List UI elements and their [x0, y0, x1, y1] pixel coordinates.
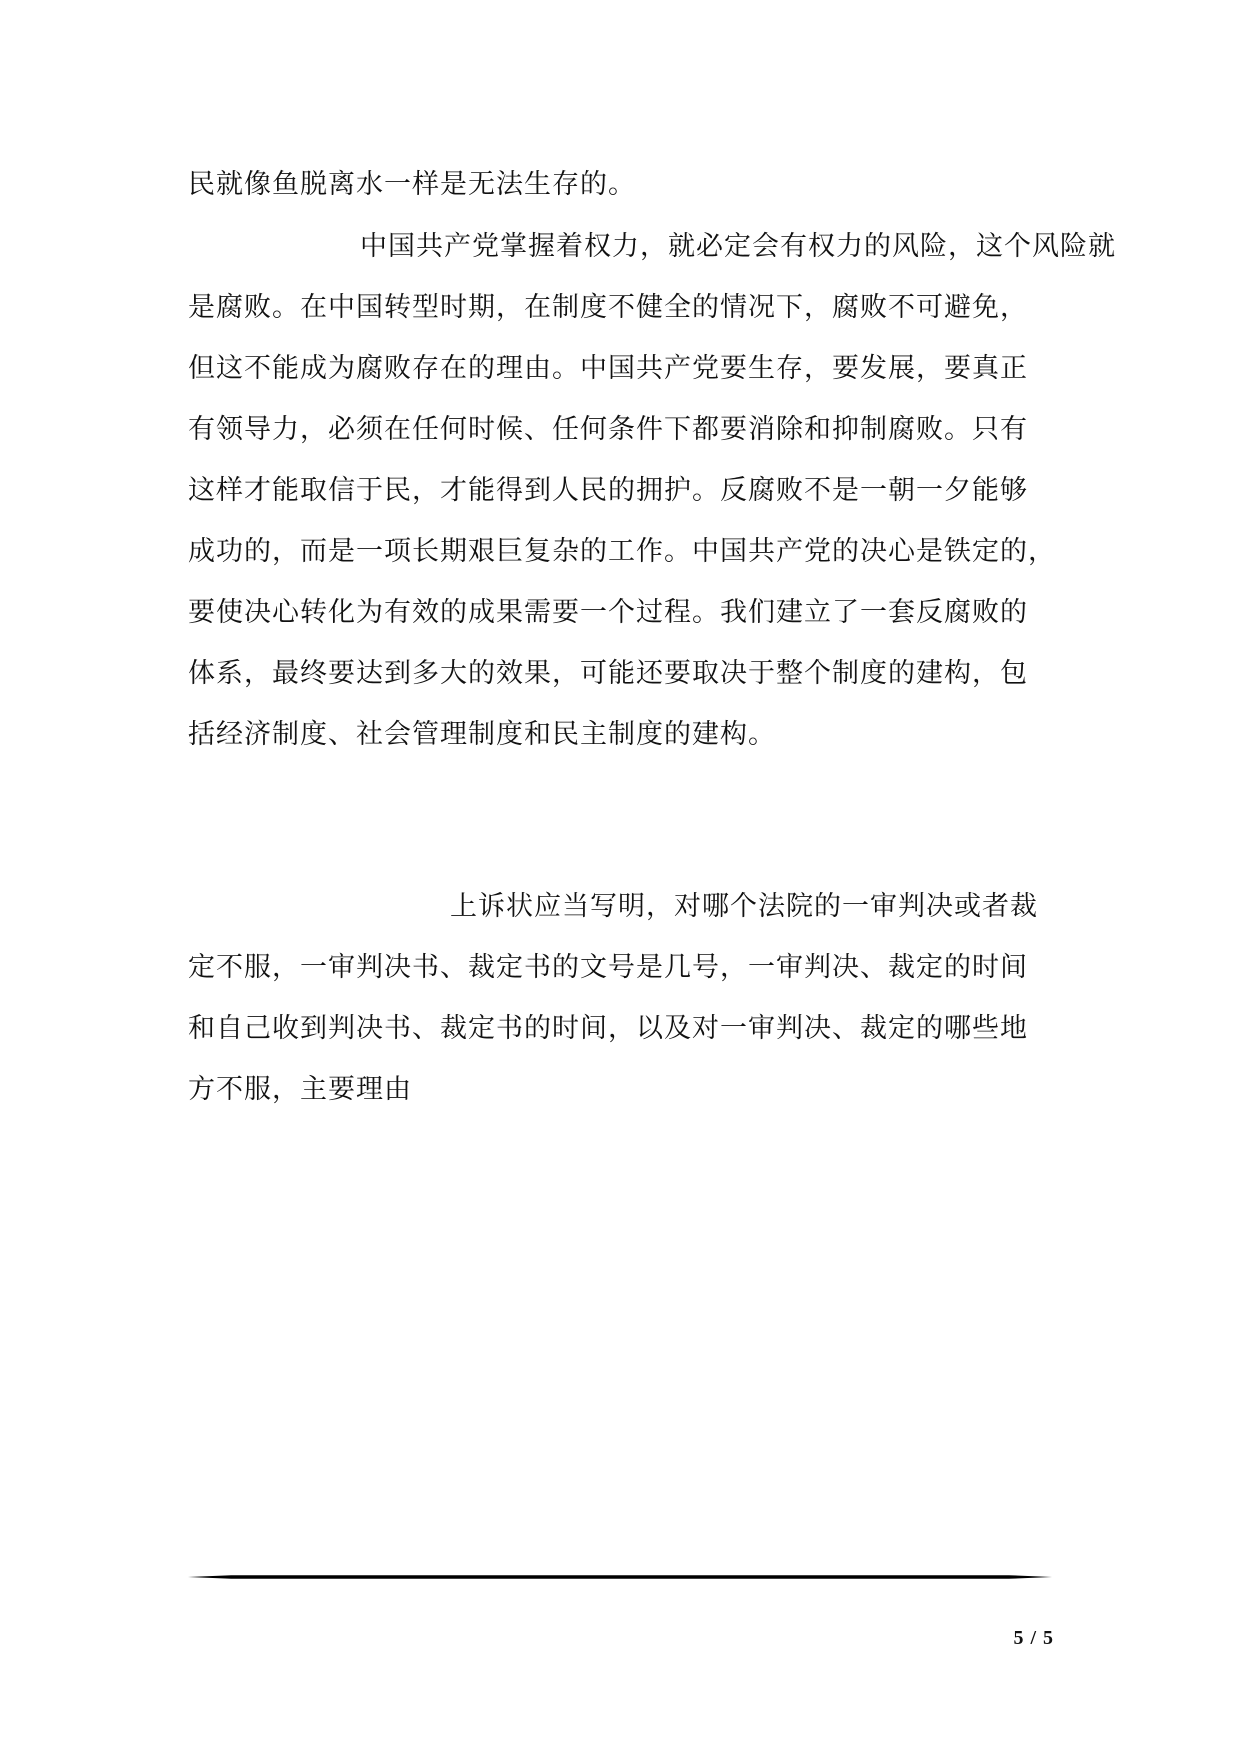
footer-divider — [188, 1574, 1052, 1580]
text-line: 中国共产党掌握着权力，就必定会有权力的风险，这个风险就 — [360, 231, 1116, 262]
text-line: 要使决心转化为有效的成果需要一个过程。我们建立了一套反腐败的 — [188, 597, 1028, 628]
paragraph-corruption — [188, 216, 1116, 765]
text-line: 定不服，一审判决书、裁定书的文号是几号，一审判决、裁定的时间 — [188, 952, 1028, 983]
text-line: 和自己收到判决书、裁定书的时间，以及对一审判决、裁定的哪些地 — [188, 1013, 1028, 1044]
text-line: 这样才能取信于民，才能得到人民的拥护。反腐败不是一朝一夕能够 — [188, 475, 1028, 506]
text-line: 成功的，而是一项长期艰巨复杂的工作。中国共产党的决心是铁定的， — [188, 536, 1056, 567]
text-line: 是腐败。在中国转型时期，在制度不健全的情况下，腐败不可避免， — [188, 292, 1028, 323]
text-line: 上诉状应当写明，对哪个法院的一审判决或者裁 — [450, 891, 1038, 922]
text-line: 体系，最终要达到多大的效果，可能还要取决于整个制度的建构，包 — [188, 658, 1028, 689]
page-number: 5 / 5 — [1013, 1627, 1054, 1649]
paragraph-appeal — [188, 876, 1058, 1120]
text-line: 方不服，主要理由 — [188, 1074, 412, 1105]
text-line: 民就像鱼脱离水一样是无法生存的。 — [188, 169, 636, 200]
text-line: 但这不能成为腐败存在的理由。中国共产党要生存，要发展，要真正 — [188, 353, 1028, 384]
paragraph-continuation — [188, 154, 1058, 215]
text-line: 括经济制度、社会管理制度和民主制度的建构。 — [188, 719, 776, 750]
text-line: 有领导力，必须在任何时候、任何条件下都要消除和抑制腐败。只有 — [188, 414, 1028, 445]
